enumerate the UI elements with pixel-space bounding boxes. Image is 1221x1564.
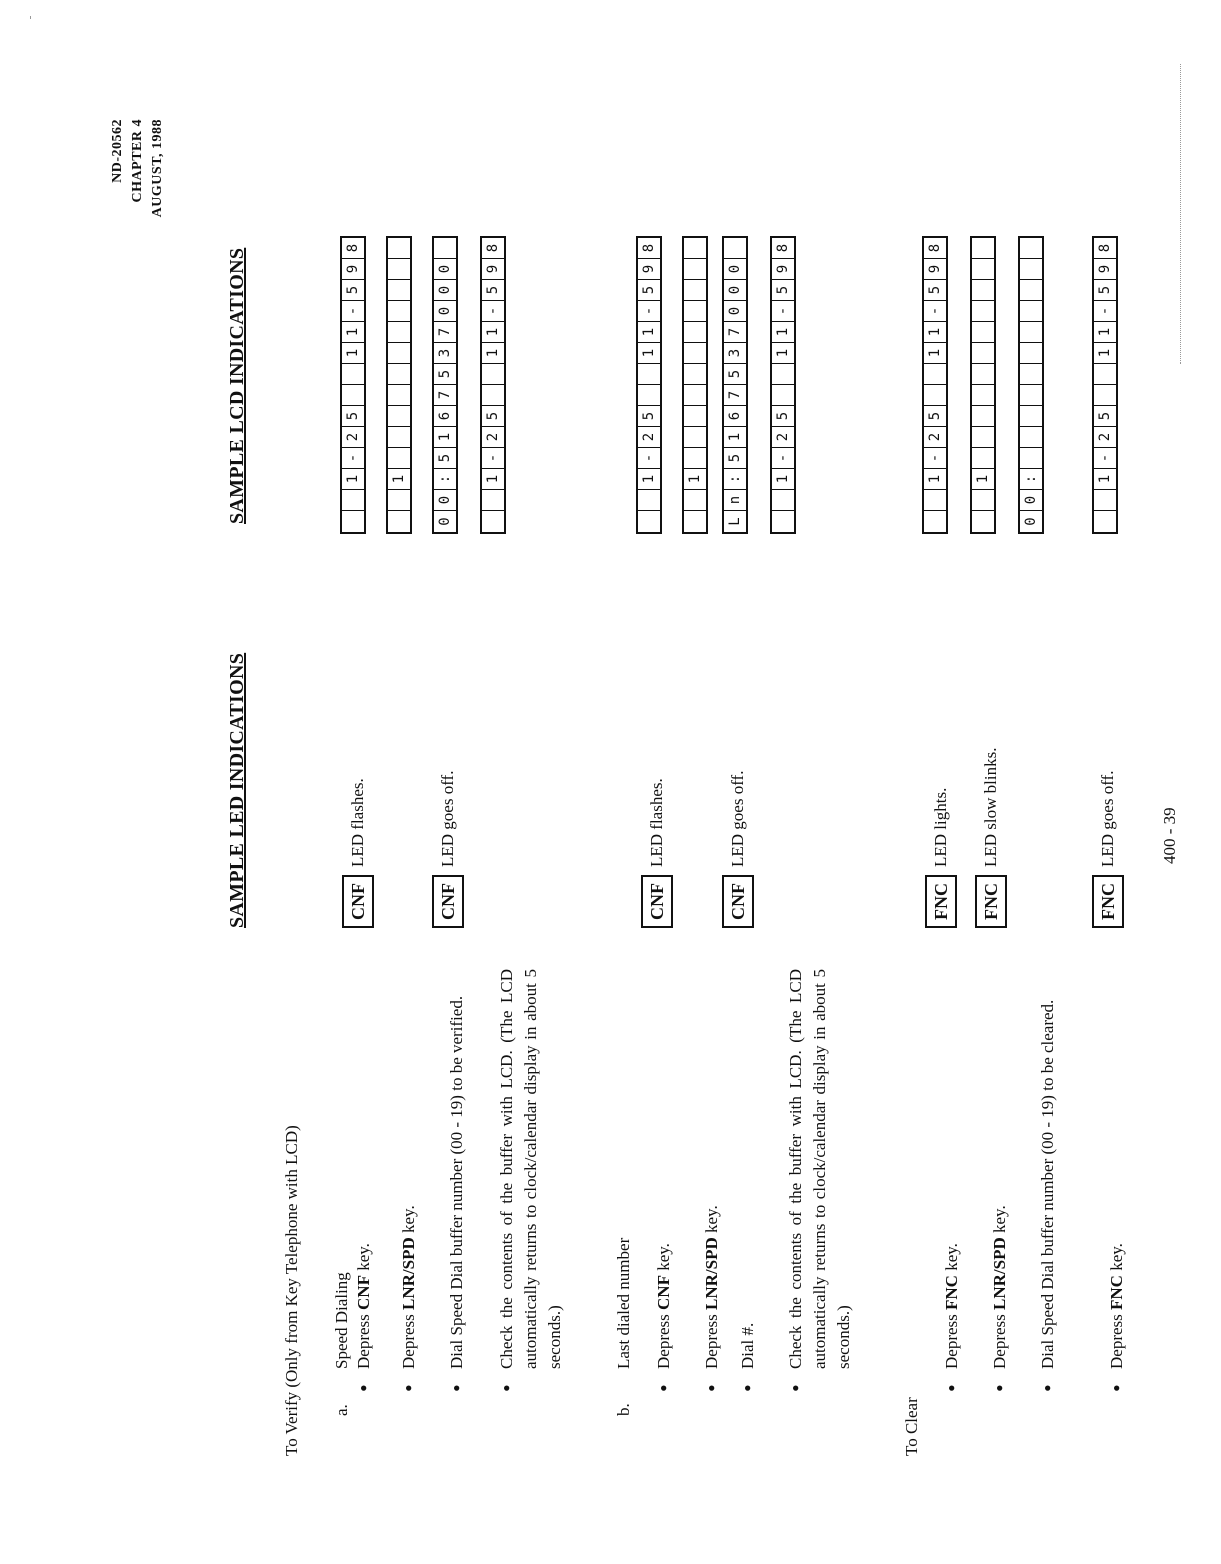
lcd-cell — [972, 280, 994, 301]
lcd-cell — [972, 427, 994, 448]
lcd-cell — [924, 385, 946, 406]
lcd-cell — [482, 490, 504, 511]
doc-number: ND-20562 — [110, 119, 125, 183]
lcd-cell — [684, 280, 706, 301]
lcd-cell — [388, 448, 410, 469]
lcd-cell — [638, 490, 660, 511]
lcd-cell — [972, 448, 994, 469]
lcd-cell: 0 — [724, 259, 746, 280]
lcd-cell: 5 — [724, 364, 746, 385]
lcd-cell — [1094, 385, 1116, 406]
lcd-display — [970, 236, 996, 534]
lcd-cell — [1020, 385, 1042, 406]
lcd-cell — [772, 511, 794, 532]
verify-b-step3: Dial #. — [738, 1322, 757, 1369]
led-indication — [1092, 771, 1124, 928]
lcd-cell — [638, 364, 660, 385]
lcd-cell: 1 — [638, 343, 660, 364]
lcd-cell — [684, 448, 706, 469]
lcd-cell: 8 — [772, 238, 794, 259]
lcd-cell — [388, 385, 410, 406]
lcd-cell: 2 — [1094, 427, 1116, 448]
lcd-cell: 7 — [724, 322, 746, 343]
verify-b-marker: b. — [614, 1403, 633, 1416]
lcd-cell: 1 — [1094, 469, 1116, 490]
lcd-cell: - — [924, 301, 946, 322]
lcd-cell: 1 — [772, 343, 794, 364]
lcd-cell: 0 — [1020, 490, 1042, 511]
heading-sample-lcd: SAMPLE LCD INDICATIONS — [226, 247, 248, 524]
led-indication — [925, 788, 957, 928]
lcd-display — [432, 236, 458, 534]
doc-date: AUGUST, 1988 — [150, 119, 165, 218]
lcd-cell: 2 — [342, 427, 364, 448]
bullet: • — [396, 1384, 421, 1392]
lcd-cell — [724, 238, 746, 259]
lcd-cell: 5 — [638, 280, 660, 301]
clear-step4: Depress FNC key. — [1107, 1243, 1126, 1369]
lcd-cell — [684, 364, 706, 385]
lcd-cell: 6 — [724, 406, 746, 427]
lcd-cell: 5 — [482, 280, 504, 301]
lcd-cell: 6 — [434, 406, 456, 427]
cnf-key-box: CNF — [342, 875, 374, 928]
lcd-cell: 0 — [724, 280, 746, 301]
lcd-cell: 1 — [924, 343, 946, 364]
lcd-cell — [1094, 490, 1116, 511]
lcd-display — [340, 236, 366, 534]
lcd-cell: 2 — [482, 427, 504, 448]
lcd-display — [770, 236, 796, 534]
lcd-cell: 9 — [1094, 259, 1116, 280]
lcd-cell: 1 — [482, 469, 504, 490]
lcd-cell — [924, 364, 946, 385]
lcd-cell: 7 — [434, 385, 456, 406]
verify-title: To Verify (Only from Key Telephone with LCD) — [282, 1125, 301, 1456]
lcd-cell — [1020, 259, 1042, 280]
clear-step3: Dial Speed Dial buffer number (00 - 19) to be cleared. — [1038, 999, 1057, 1369]
led-text: LED slow blinks. — [981, 747, 1000, 867]
scan-speck — [30, 17, 31, 19]
lcd-cell: 5 — [724, 448, 746, 469]
lcd-cell: 1 — [772, 322, 794, 343]
lcd-cell: 7 — [434, 322, 456, 343]
lcd-cell: 1 — [1094, 343, 1116, 364]
lcd-cell: 9 — [482, 259, 504, 280]
lcd-cell: 1 — [638, 322, 660, 343]
lcd-cell — [1020, 280, 1042, 301]
lcd-cell: n — [724, 490, 746, 511]
fnc-key-box: FNC — [925, 875, 957, 928]
lcd-cell: 1 — [342, 343, 364, 364]
fnc-key-box: FNC — [1092, 875, 1124, 928]
lcd-cell — [1020, 343, 1042, 364]
lcd-cell — [1020, 322, 1042, 343]
lcd-cell — [684, 259, 706, 280]
lcd-cell: 3 — [724, 343, 746, 364]
lcd-cell — [388, 280, 410, 301]
lcd-display — [1018, 236, 1044, 534]
lcd-cell — [388, 238, 410, 259]
bullet: • — [651, 1384, 676, 1392]
lcd-cell — [1020, 448, 1042, 469]
lcd-cell — [772, 385, 794, 406]
lcd-cell: 1 — [388, 469, 410, 490]
lcd-cell — [1020, 301, 1042, 322]
key-fnc: FNC — [1107, 1275, 1126, 1310]
lcd-cell: 1 — [482, 343, 504, 364]
lcd-cell: 1 — [924, 469, 946, 490]
lcd-cell: 8 — [342, 238, 364, 259]
lcd-cell — [482, 364, 504, 385]
lcd-cell: 5 — [342, 280, 364, 301]
lcd-cell: 1 — [972, 469, 994, 490]
lcd-cell: 1 — [342, 469, 364, 490]
verify-a-step2: Depress LNR/SPD key. — [399, 1205, 418, 1369]
lcd-cell — [684, 322, 706, 343]
lcd-cell: 5 — [434, 448, 456, 469]
lcd-cell — [972, 322, 994, 343]
lcd-cell — [972, 406, 994, 427]
lcd-cell: 1 — [1094, 322, 1116, 343]
lcd-cell — [342, 511, 364, 532]
key-lnr-spd: LNR/SPD — [990, 1237, 1009, 1310]
lcd-cell — [342, 385, 364, 406]
led-indication — [975, 748, 1007, 928]
bullet: • — [351, 1384, 376, 1392]
verify-a-title: Speed Dialing — [332, 1272, 351, 1369]
verify-b-step4: Check the contents of the buffer with LCD. (The LCD automatically returns to clock/calendar display in about 5 seconds.) — [786, 969, 853, 1369]
lcd-cell — [1020, 364, 1042, 385]
lcd-cell: 1 — [434, 427, 456, 448]
chapter-label: CHAPTER 4 — [130, 119, 145, 203]
lcd-cell: : — [1020, 469, 1042, 490]
key-lnr-spd: LNR/SPD — [702, 1237, 721, 1310]
lcd-cell: 9 — [638, 259, 660, 280]
lcd-cell: 9 — [342, 259, 364, 280]
lcd-cell — [972, 238, 994, 259]
lcd-cell: 5 — [772, 406, 794, 427]
lcd-cell: 8 — [638, 238, 660, 259]
bullet: • — [1035, 1384, 1060, 1392]
lcd-cell: 0 — [434, 259, 456, 280]
lcd-cell: 1 — [638, 469, 660, 490]
fnc-key-box: FNC — [975, 875, 1007, 928]
lcd-cell: 1 — [482, 322, 504, 343]
lcd-cell: 5 — [924, 280, 946, 301]
lcd-cell — [924, 490, 946, 511]
led-indication — [641, 778, 673, 928]
lcd-cell — [342, 490, 364, 511]
lcd-cell: 7 — [724, 385, 746, 406]
lcd-cell: - — [772, 448, 794, 469]
lcd-cell: 1 — [924, 322, 946, 343]
lcd-cell — [972, 343, 994, 364]
led-text: LED lights. — [931, 787, 950, 867]
lcd-cell — [1020, 427, 1042, 448]
bullet: • — [699, 1384, 724, 1392]
led-text: LED goes off. — [438, 770, 457, 867]
lcd-cell — [1094, 364, 1116, 385]
lcd-cell: 9 — [772, 259, 794, 280]
key-cnf: CNF — [354, 1275, 373, 1310]
lcd-cell: 2 — [772, 427, 794, 448]
lcd-cell: - — [638, 448, 660, 469]
lcd-cell — [388, 406, 410, 427]
led-indication — [722, 771, 754, 928]
lcd-cell: - — [482, 301, 504, 322]
lcd-cell: 2 — [924, 427, 946, 448]
lcd-cell — [1094, 511, 1116, 532]
lcd-display — [386, 236, 412, 534]
lcd-cell — [684, 343, 706, 364]
lcd-display — [682, 236, 708, 534]
lcd-cell — [388, 427, 410, 448]
lcd-cell: - — [1094, 301, 1116, 322]
key-lnr-spd: LNR/SPD — [399, 1237, 418, 1310]
bullet: • — [939, 1384, 964, 1392]
lcd-cell — [772, 490, 794, 511]
lcd-cell — [972, 364, 994, 385]
lcd-cell: 5 — [1094, 280, 1116, 301]
lcd-cell: 9 — [924, 259, 946, 280]
lcd-cell — [684, 406, 706, 427]
bullet: • — [444, 1384, 469, 1392]
lcd-cell — [638, 385, 660, 406]
lcd-cell — [342, 364, 364, 385]
lcd-cell: - — [342, 301, 364, 322]
bullet: • — [494, 1384, 519, 1392]
verify-a-step3: Dial Speed Dial buffer number (00 - 19) to be verified. — [447, 995, 466, 1369]
led-text: LED flashes. — [647, 778, 666, 867]
lcd-cell: 2 — [638, 427, 660, 448]
verify-b-title: Last dialed number — [614, 1237, 633, 1369]
lcd-cell: L — [727, 517, 743, 526]
lcd-cell — [924, 511, 946, 532]
lcd-cell: 5 — [638, 406, 660, 427]
clear-step2: Depress LNR/SPD key. — [990, 1205, 1009, 1369]
lcd-cell: - — [772, 301, 794, 322]
led-text: LED goes off. — [728, 770, 747, 867]
lcd-cell: - — [638, 301, 660, 322]
lcd-cell: 5 — [482, 406, 504, 427]
lcd-cell — [972, 490, 994, 511]
lcd-cell: 0 — [434, 490, 456, 511]
verify-b-step1: Depress CNF key. — [654, 1243, 673, 1369]
lcd-cell: : — [724, 469, 746, 490]
lcd-display — [922, 236, 948, 534]
key-fnc: FNC — [942, 1275, 961, 1310]
verify-a-step4: Check the contents of the buffer with LCD. (The LCD automatically returns to clock/calendar display in about 5 seconds.) — [497, 969, 564, 1369]
lcd-cell: 1 — [772, 469, 794, 490]
lcd-cell: 5 — [772, 280, 794, 301]
bullet: • — [735, 1384, 760, 1392]
lcd-cell: 3 — [434, 343, 456, 364]
lcd-cell — [388, 343, 410, 364]
lcd-cell — [684, 490, 706, 511]
lcd-cell: 1 — [342, 322, 364, 343]
led-indication — [432, 771, 464, 928]
key-cnf: CNF — [654, 1275, 673, 1310]
lcd-cell: 8 — [482, 238, 504, 259]
cnf-key-box: CNF — [432, 875, 464, 928]
lcd-cell — [684, 385, 706, 406]
lcd-cell: 0 — [434, 301, 456, 322]
lcd-cell — [388, 322, 410, 343]
page-number: 400 - 39 — [1160, 807, 1179, 864]
lcd-cell — [482, 385, 504, 406]
lcd-cell: 5 — [924, 406, 946, 427]
bullet: • — [783, 1384, 808, 1392]
led-indication — [342, 778, 374, 928]
led-text: LED flashes. — [348, 778, 367, 867]
lcd-cell: 0 — [1023, 517, 1039, 526]
lcd-cell — [772, 364, 794, 385]
lcd-cell: 0 — [434, 280, 456, 301]
verify-a-step1: Depress CNF key. — [354, 1243, 373, 1369]
bullet: • — [987, 1384, 1012, 1392]
lcd-cell: 5 — [1094, 406, 1116, 427]
lcd-display — [636, 236, 662, 534]
lcd-cell — [638, 511, 660, 532]
scan-speck — [1180, 64, 1181, 364]
lcd-cell — [684, 301, 706, 322]
clear-title: To Clear — [902, 1397, 921, 1456]
lcd-cell: 1 — [724, 427, 746, 448]
lcd-cell: 5 — [342, 406, 364, 427]
verify-a-marker: a. — [332, 1404, 351, 1416]
clear-step1: Depress FNC key. — [942, 1243, 961, 1369]
lcd-cell — [972, 511, 994, 532]
lcd-cell: - — [482, 448, 504, 469]
lcd-cell — [972, 301, 994, 322]
lcd-cell — [482, 511, 504, 532]
lcd-cell — [684, 511, 706, 532]
lcd-cell — [684, 427, 706, 448]
lcd-display — [722, 236, 748, 534]
lcd-cell — [388, 490, 410, 511]
lcd-cell — [1020, 238, 1042, 259]
lcd-cell: 8 — [1094, 238, 1116, 259]
lcd-cell: - — [1094, 448, 1116, 469]
lcd-cell: : — [434, 469, 456, 490]
lcd-cell — [388, 259, 410, 280]
doc-header — [108, 119, 168, 284]
lcd-cell — [434, 238, 456, 259]
lcd-cell: 1 — [684, 469, 706, 490]
verify-b-step2: Depress LNR/SPD key. — [702, 1205, 721, 1369]
lcd-cell: 0 — [437, 517, 453, 526]
lcd-cell — [388, 511, 410, 532]
lcd-cell: 8 — [924, 238, 946, 259]
lcd-cell — [388, 301, 410, 322]
heading-sample-led: SAMPLE LED INDICATIONS — [226, 652, 248, 928]
led-text: LED goes off. — [1098, 770, 1117, 867]
lcd-cell — [972, 259, 994, 280]
lcd-cell — [388, 364, 410, 385]
lcd-cell — [972, 385, 994, 406]
lcd-display — [1092, 236, 1118, 534]
lcd-cell: - — [924, 448, 946, 469]
lcd-display — [480, 236, 506, 534]
bullet: • — [1104, 1384, 1129, 1392]
lcd-cell — [1020, 406, 1042, 427]
lcd-cell: 5 — [434, 364, 456, 385]
lcd-cell: - — [342, 448, 364, 469]
lcd-cell: 0 — [724, 301, 746, 322]
cnf-key-box: CNF — [722, 875, 754, 928]
lcd-cell — [684, 238, 706, 259]
cnf-key-box: CNF — [641, 875, 673, 928]
